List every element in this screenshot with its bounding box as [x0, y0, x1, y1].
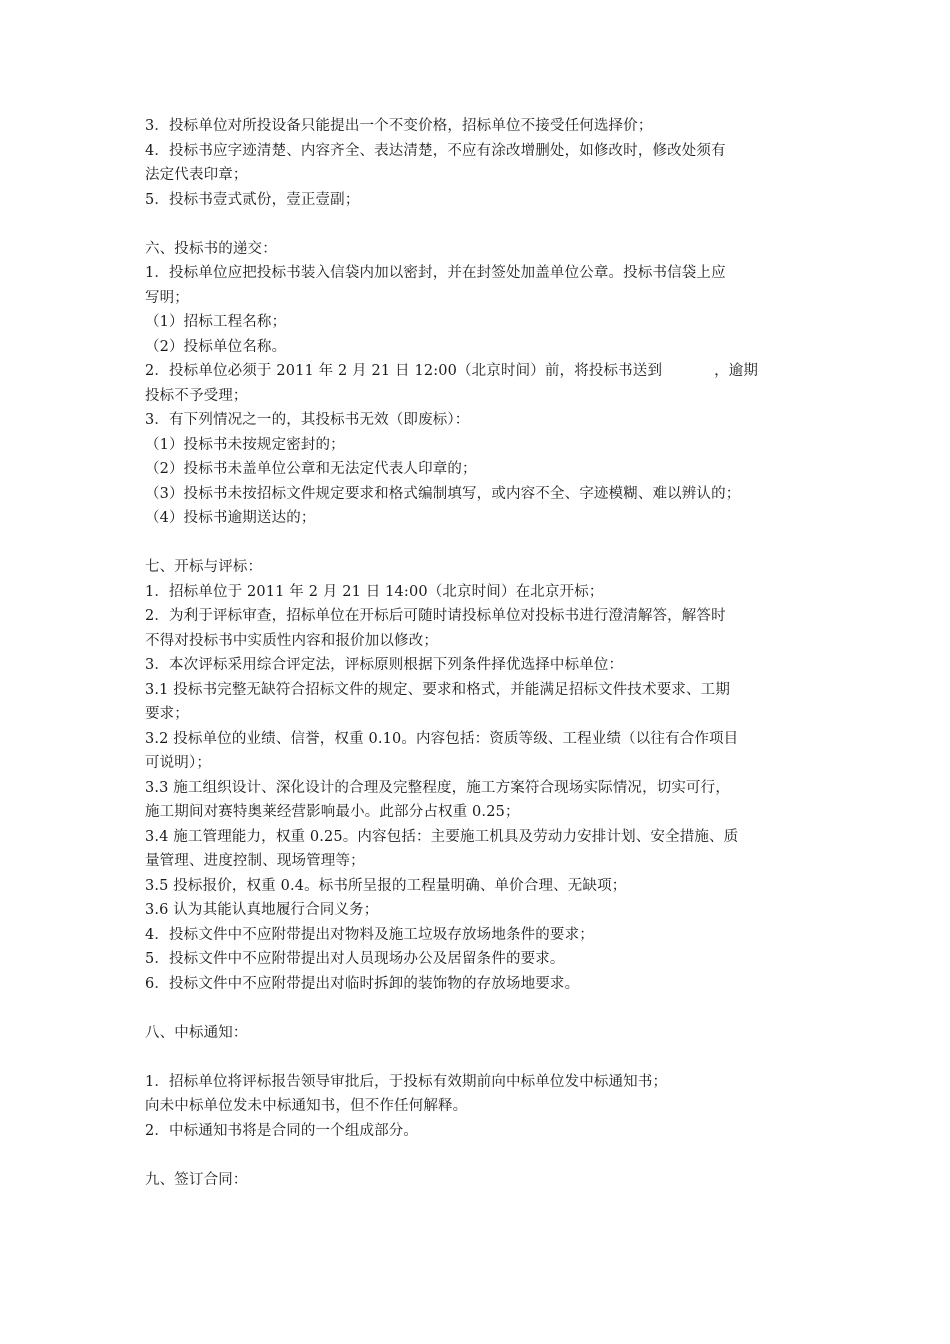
section-7-item-3-2: 3.2 投标单位的业绩、信誉，权重 0.10。内容包括：资质等级、工程业绩（以往有合作项目: [145, 730, 739, 747]
section-6-item-3-sub-4: （4）投标书逾期送达的；: [145, 510, 316, 526]
clause-3-text: 3．投标单位对所投设备只能提出一个不变价格，招标单位不接受任何选择价；: [145, 118, 653, 134]
section-8-item-1-continuation: 向未中标单位发未中标通知书，但不作任何解释。: [145, 1098, 468, 1114]
document-page: [145, 114, 815, 1192]
paragraph-gap: [145, 212, 815, 237]
section-7-item-3-2-continuation: 可说明）；: [145, 755, 211, 771]
paragraph-gap: [145, 996, 815, 1021]
clause-4-continuation: 法定代表印章；: [145, 167, 248, 183]
section-6-item-1-continuation: 写明；: [145, 289, 189, 306]
section-7-item-1: 1．招标单位于 2011 年 2 月 21 日 14:00（北京时间）在北京开标；: [145, 583, 604, 600]
section-7-item-3-4-continuation: 量管理、进度控制、现场管理等；: [145, 853, 365, 869]
section-7-item-2-continuation: 不得对投标书中实质性内容和报价加以修改；: [145, 632, 438, 649]
section-7-item-6: 6．投标文件中不应附带提出对临时拆卸的装饰物的存放场地要求。: [145, 975, 580, 992]
section-6-item-2-tail: ，逾期: [714, 363, 759, 379]
section-7-item-3-1: 3.1 投标书完整无缺符合招标文件的规定、要求和格式，并能满足招标文件技术要求、工期: [145, 681, 730, 698]
section-7-item-3-6: 3.6 认为其能认真地履行合同义务；: [145, 902, 379, 918]
section-6-item-3-sub-2: （2）投标书未盖单位公章和无法定代表人印章的；: [145, 461, 477, 477]
section-7-item-4: 4．投标文件中不应附带提出对物料及施工垃圾存放场地条件的要求；: [145, 926, 594, 943]
section-7-item-2: 2．为利于评标审查，招标单位在开标后可随时请投标单位对投标书进行澄清解答，解答时: [145, 608, 726, 624]
section-8-heading: 八、中标通知：: [145, 1024, 248, 1041]
section-6-item-2: [145, 359, 815, 384]
paragraph-gap: [145, 1143, 815, 1168]
section-7-item-3-3-continuation: 施工期间对赛特奥莱经营影响最小。此部分占权重 0.25；: [145, 804, 520, 820]
clause-5-text: 5．投标书壹式贰份，壹正壹副；: [145, 191, 360, 208]
section-6-item-3-sub-1: （1）投标书未按规定密封的；: [145, 436, 345, 453]
section-6-subitem-1: （1）招标工程名称；: [145, 314, 287, 330]
section-6-heading: 六、投标书的递交：: [145, 240, 277, 257]
section-7-item-3-5: 3.5 投标报价，权重 0.4。标书所呈报的工程量明确、单价合理、无缺项；: [145, 877, 627, 894]
section-9-heading: 九、签订合同：: [145, 1171, 248, 1188]
section-7-item-3-3: 3.3 施工组织设计、深化设计的合理及完整程度，施工方案符合现场实际情况，切实可行，: [145, 779, 730, 796]
section-6-item-1: 1．投标单位应把投标书装入信袋内加以密封，并在封签处加盖单位公章。投标书信袋上应: [145, 265, 726, 281]
section-8-item-2: 2．中标通知书将是合同的一个组成部分。: [145, 1122, 419, 1139]
section-7-heading: 七、开标与评标：: [145, 559, 263, 575]
section-6-item-2-text: 2．投标单位必须于 2011 年 2 月 21 日 12:00（北京时间）前，将投标书送到: [145, 363, 663, 379]
section-6-item-2-continuation: 投标不予受理；: [145, 387, 248, 404]
paragraph-gap: [145, 1045, 815, 1070]
section-7-item-3-4: 3.4 施工管理能力，权重 0.25。内容包括：主要施工机具及劳动力安排计划、安全措施、质: [145, 828, 739, 845]
section-6-item-3-sub-3: （3）投标书未按招标文件规定要求和格式编制填写，或内容不全、字迹模糊、难以辨认的；: [145, 485, 741, 502]
clause-4-text: 4．投标书应字迹清楚、内容齐全、表达清楚，不应有涂改增删处，如修改时，修改处须有: [145, 142, 726, 159]
paragraph-gap: [145, 531, 815, 556]
section-7-item-3: 3．本次评标采用综合评定法，评标原则根据下列条件择优选择中标单位：: [145, 657, 624, 673]
section-6-subitem-2: （2）投标单位名称。: [145, 338, 287, 355]
section-8-item-1: 1．招标单位将评标报告领导审批后，于投标有效期前向中标单位发中标通知书；: [145, 1073, 668, 1090]
section-7-item-5: 5．投标文件中不应附带提出对人员现场办公及居留条件的要求。: [145, 951, 565, 967]
section-7-item-3-1-continuation: 要求；: [145, 706, 189, 722]
section-6-item-3: 3．有下列情况之一的，其投标书无效（即废标）：: [145, 412, 470, 428]
